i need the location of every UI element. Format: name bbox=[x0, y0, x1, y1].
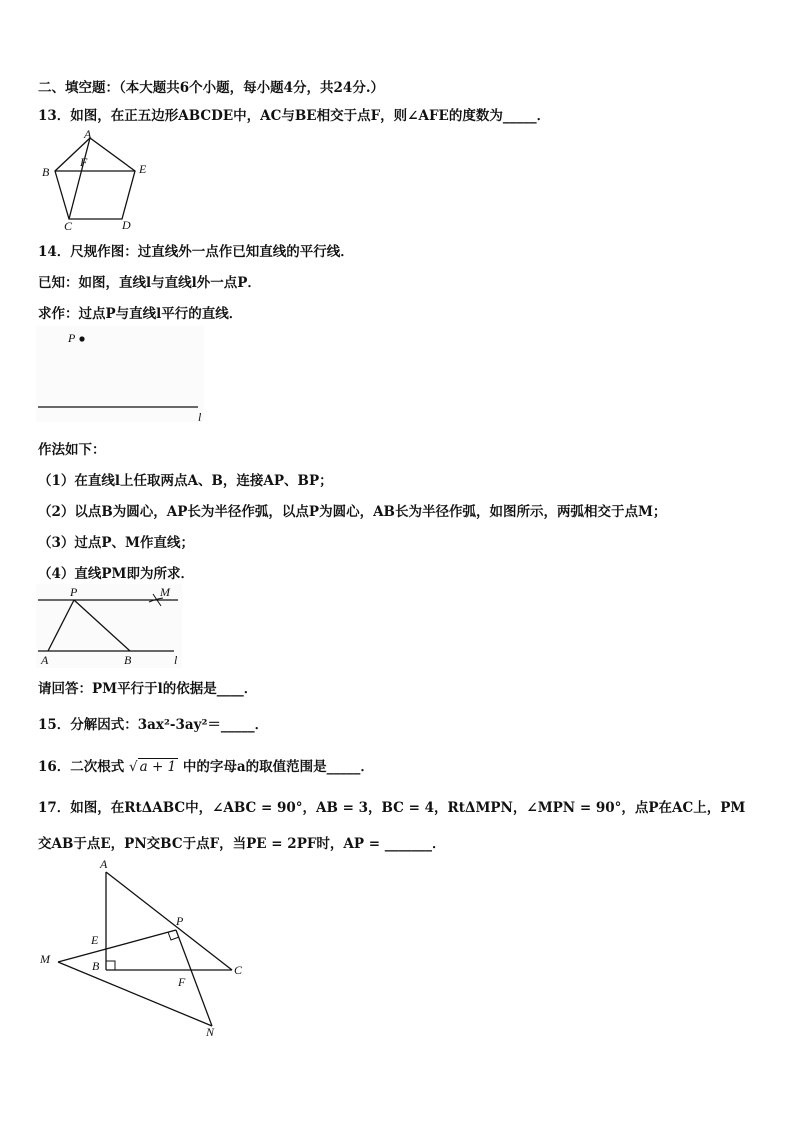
label-F: F bbox=[80, 155, 88, 169]
q16-suffix: 中的字母a的取值范围是_____． bbox=[182, 759, 374, 775]
line-point-figure bbox=[36, 326, 214, 426]
label-B: B bbox=[42, 165, 50, 179]
label-A: A bbox=[100, 858, 108, 871]
label-l: l bbox=[198, 410, 202, 424]
question-14-ask: 请回答：PM平行于l的依据是____． bbox=[38, 681, 258, 697]
question-14-title: 14．尺规作图：过直线外一点作已知直线的平行线． bbox=[38, 244, 354, 260]
label-M: M bbox=[160, 585, 170, 599]
question-17-line1: 17．如图，在RtΔABC中，∠ABC = 90°，AB = 3，BC = 4，RtΔMPN，∠MPN = 90°，点P在AC上，PM bbox=[38, 800, 746, 816]
label-F: F bbox=[178, 975, 186, 989]
triangle-figure bbox=[36, 858, 256, 1042]
step-2: （2）以点B为圆心，AP长为半径作弧，以点P为圆心，AB长为半径作弧，如图所示，两弧相交于点M； bbox=[38, 504, 667, 520]
q16-radicand: a + 1 bbox=[139, 759, 177, 775]
label-E: E bbox=[139, 162, 147, 176]
label-B: B bbox=[124, 653, 132, 667]
question-15: 15．分解因式：3ax²-3ay²＝_____． bbox=[38, 717, 269, 733]
label-N: N bbox=[206, 1025, 215, 1039]
label-B: B bbox=[92, 959, 100, 973]
question-16: 16．二次根式 √ a + 1 中的字母a的取值范围是_____． bbox=[38, 759, 374, 775]
step-4: （4）直线PM即为所求． bbox=[38, 566, 194, 582]
label-P: P bbox=[68, 331, 76, 345]
step-3: （3）过点P、M作直线； bbox=[38, 535, 194, 551]
label-C: C bbox=[64, 219, 73, 233]
label-A: A bbox=[41, 653, 49, 667]
label-M: M bbox=[40, 952, 50, 966]
label-E: E bbox=[91, 933, 99, 947]
section-title: 二、填空题：（本大题共6个小题，每小题4分，共24分.） bbox=[38, 80, 385, 96]
q16-prefix: 16．二次根式 bbox=[38, 759, 125, 775]
question-14-known: 已知：如图，直线l与直线l外一点P． bbox=[38, 275, 261, 291]
question-13: 13．如图，在正五边形ABCDE中，AC与BE相交于点F，则∠AFE的度数为_____． bbox=[38, 108, 551, 124]
pentagon-figure bbox=[36, 128, 156, 234]
label-l: l bbox=[174, 653, 178, 667]
step-1: （1）在直线l上任取两点A、B，连接AP、BP； bbox=[38, 473, 333, 489]
method-title: 作法如下： bbox=[38, 442, 106, 458]
label-C: C bbox=[234, 963, 243, 977]
question-14-req: 求作：过点P与直线l平行的直线． bbox=[38, 306, 243, 322]
label-A: A bbox=[84, 128, 92, 141]
label-D: D bbox=[122, 218, 131, 232]
question-17-line2: 交AB于点E，PN交BC于点F，当PE = 2PF时，AP = _______． bbox=[38, 836, 446, 852]
label-P: P bbox=[176, 914, 184, 928]
label-P: P bbox=[70, 585, 78, 599]
construction-figure bbox=[36, 584, 186, 670]
